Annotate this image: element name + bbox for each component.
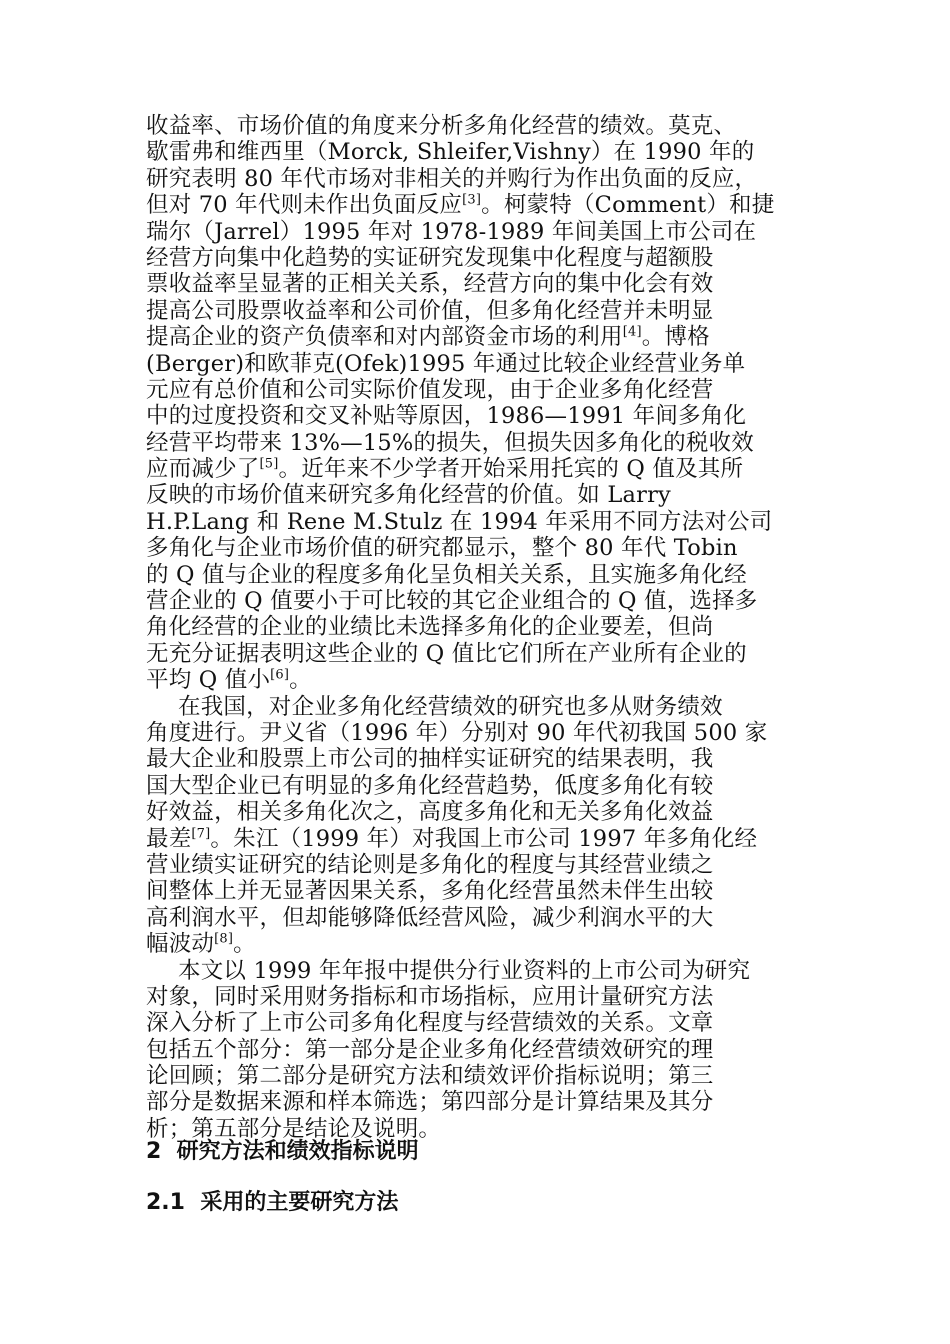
text-run: 析；第五部分是结论及说明。: [146, 1115, 442, 1142]
text-line: [146, 852, 810, 878]
text-run: 幅波动: [146, 931, 215, 958]
text-run: 最差: [146, 825, 192, 852]
text-line: [146, 403, 810, 429]
citation-ref: [6]: [270, 667, 290, 683]
text-run: 。朱江（1999 年）对我国上市公司 1997 年多角化经: [210, 825, 758, 852]
text-run: 经营平均带来 13%—15%的损失，但损失因多角化的税收效: [146, 429, 754, 456]
text-run: 深入分析了上市公司多角化程度与经营绩效的关系。文章: [146, 1010, 714, 1037]
text-line: [146, 588, 810, 614]
text-run: 角化经营的企业的业绩比未选择多角化的企业要差，但尚: [146, 614, 714, 641]
text-run: 无充分证据表明这些企业的 Q 值比它们所在产业所有企业的: [146, 640, 747, 667]
text-line: [146, 482, 810, 508]
text-run: 。: [289, 667, 312, 694]
paragraph: [146, 958, 810, 1143]
text-line: [146, 456, 810, 482]
heading-number: 2.1: [146, 1190, 185, 1215]
text-run: 反映的市场价值来研究多角化经营的价值。如 Larry: [146, 482, 671, 509]
text-line: [146, 535, 810, 561]
text-run: 间整体上并无显著因果关系，多角化经营虽然未伴生出较: [146, 878, 714, 905]
text-run: 最大企业和股票上市公司的抽样实证研究的结果表明，我: [146, 746, 714, 773]
text-run: (Berger)和欧菲克(Ofek)1995 年通过比较企业经营业务单: [146, 350, 746, 377]
text-line: [146, 746, 810, 772]
text-line: [146, 351, 810, 377]
text-line: [146, 905, 810, 931]
text-line: [146, 773, 810, 799]
text-run: 国大型企业已有明显的多角化经营趋势，低度多角化有较: [146, 772, 714, 799]
text-line: [146, 509, 810, 535]
text-line: [146, 245, 810, 271]
text-line: [146, 720, 810, 746]
text-run: 瑞尔（Jarrel）1995 年对 1978-1989 年间美国上市公司在: [146, 218, 757, 245]
text-line: [146, 377, 810, 403]
citation-ref: [5]: [259, 456, 279, 472]
text-line: [146, 1010, 810, 1036]
text-line: [146, 878, 810, 904]
text-line: [146, 1037, 810, 1063]
paragraph: [146, 113, 810, 694]
text-line: [146, 271, 810, 297]
text-line: [146, 139, 810, 165]
text-run: 的 Q 值与企业的程度多角化呈负相关关系，且实施多角化经: [146, 561, 747, 588]
text-line: [146, 192, 810, 218]
text-run: 元应有总价值和公司实际价值发现，由于企业多角化经营: [146, 376, 714, 403]
text-line: [146, 667, 810, 693]
text-line: [146, 931, 810, 957]
text-line: [146, 641, 810, 667]
text-line: [146, 298, 810, 324]
text-line: [146, 1089, 810, 1115]
citation-ref: [4]: [622, 324, 642, 340]
citation-ref: [3]: [462, 192, 482, 208]
text-run: H.P.Lang 和 Rene M.Stulz 在 1994 年采用不同方法对公司: [146, 508, 773, 535]
heading-title: 采用的主要研究方法: [200, 1190, 399, 1215]
text-run: 论回顾；第二部分是研究方法和绩效评价指标说明；第三: [146, 1063, 714, 1090]
text-line: [146, 324, 810, 350]
text-line: [146, 958, 810, 984]
text-run: 歇雷弗和维西里（Morck, Shleifer,Vishny）在 1990 年的: [146, 139, 755, 166]
text-line: [146, 826, 810, 852]
text-run: 多角化与企业市场价值的研究都显示，整个 80 年代 Tobin: [146, 535, 738, 562]
body-text: [146, 113, 810, 1142]
text-run: 角度进行。尹义省（1996 年）分别对 90 年代初我国 500 家: [146, 719, 768, 746]
text-line: [146, 1063, 810, 1089]
text-line: [146, 219, 810, 245]
text-run: 在我国，对企业多角化经营绩效的研究也多从财务绩效: [178, 693, 723, 720]
citation-ref: [8]: [214, 931, 234, 947]
text-run: 营业绩实证研究的结论则是多角化的程度与其经营业绩之: [146, 851, 714, 878]
text-run: 中的过度投资和交叉补贴等原因，1986—1991 年间多角化: [146, 403, 747, 430]
section-heading-2-1: [146, 1185, 398, 1216]
text-line: [146, 799, 810, 825]
heading-number: 2: [146, 1139, 162, 1164]
text-run: 但对 70 年代则未作出负面反应: [146, 192, 463, 219]
text-run: 。博格: [641, 324, 710, 351]
text-run: 平均 Q 值小: [146, 667, 271, 694]
heading-title: 研究方法和绩效指标说明: [176, 1139, 419, 1164]
text-run: 应而减少了: [146, 456, 260, 483]
text-run: 提高公司股票收益率和公司价值，但多角化经营并未明显: [146, 297, 714, 324]
text-run: 票收益率呈显著的正相关关系，经营方向的集中化会有效: [146, 271, 714, 298]
text-line: [146, 694, 810, 720]
text-run: 部分是数据来源和样本筛选；第四部分是计算结果及其分: [146, 1089, 714, 1116]
text-run: 研究表明 80 年代市场对非相关的并购行为作出负面的反应，: [146, 165, 758, 192]
text-run: 营企业的 Q 值要小于可比较的其它企业组合的 Q 值，选择多: [146, 588, 758, 615]
text-line: [146, 984, 810, 1010]
text-run: 包括五个部分：第一部分是企业多角化经营绩效研究的理: [146, 1036, 714, 1063]
text-run: 收益率、市场价值的角度来分析多角化经营的绩效。莫克、: [146, 113, 737, 139]
text-run: 对象，同时采用财务指标和市场指标，应用计量研究方法: [146, 983, 714, 1010]
citation-ref: [7]: [191, 826, 211, 842]
text-run: 好效益，相关多角化次之，高度多角化和无关多角化效益: [146, 799, 714, 826]
text-run: 。柯蒙特（Comment）和捷: [481, 192, 775, 219]
text-line: [146, 113, 810, 139]
text-run: 经营方向集中化趋势的实证研究发现集中化程度与超额股: [146, 244, 714, 271]
text-line: [146, 614, 810, 640]
paragraph: [146, 694, 810, 958]
text-run: 。近年来不少学者开始采用托宾的 Q 值及其所: [278, 456, 744, 483]
text-line: [146, 430, 810, 456]
text-line: [146, 562, 810, 588]
text-run: 本文以 1999 年年报中提供分行业资料的上市公司为研究: [178, 957, 751, 984]
text-run: 高利润水平，但却能够降低经营风险，减少利润水平的大: [146, 904, 714, 931]
text-run: 。: [233, 931, 256, 958]
text-line: [146, 166, 810, 192]
text-run: 提高企业的资产负债率和对内部资金市场的利用: [146, 324, 623, 351]
section-heading-2: [146, 1134, 419, 1165]
